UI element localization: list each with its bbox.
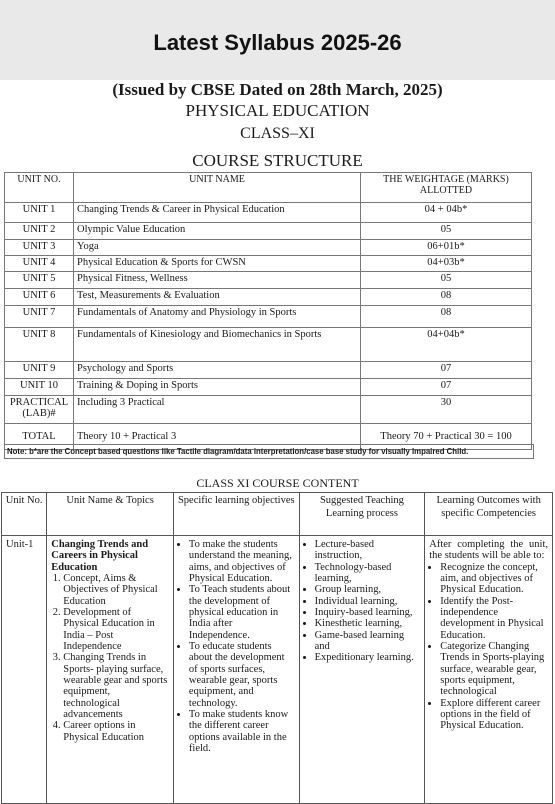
unit-name: Changing Trends & Career in Physical Education bbox=[74, 203, 361, 223]
outcomes-cell bbox=[425, 536, 553, 804]
list-item: • Expeditionary learning. bbox=[315, 652, 421, 663]
unit-no: UNIT 1 bbox=[5, 203, 74, 223]
total-label: TOTAL bbox=[5, 424, 74, 450]
unit-name: Physical Fitness, Wellness bbox=[74, 272, 361, 289]
table-row bbox=[5, 379, 532, 396]
list-item: 3. Changing Trends in Sports- playing surface, wearable gear and sports equipment, technological advancements bbox=[63, 652, 169, 720]
syllabus-banner bbox=[0, 0, 555, 80]
col-unit-no: UNIT NO. bbox=[5, 173, 74, 203]
unit-name: Fundamentals of Kinesiology and Biomechanics in Sports bbox=[74, 328, 361, 362]
table-row bbox=[5, 306, 532, 328]
teaching-cell bbox=[299, 536, 425, 804]
unit-weight: 05 bbox=[361, 272, 532, 289]
unit-weight: 08 bbox=[361, 289, 532, 306]
unit-no: Unit-1 bbox=[2, 536, 47, 804]
unit-name: Olympic Value Education bbox=[74, 223, 361, 240]
list-item: • Lecture-based instruction, bbox=[315, 539, 421, 562]
outcomes-intro: After completing the unit, the students will be able to: bbox=[429, 539, 548, 562]
list-item: • To make the students understand the meaning, aims, and objectives of Physical Education. bbox=[189, 539, 295, 584]
unit-no: PRACTICAL (LAB)# bbox=[5, 396, 74, 424]
list-item: • Recognize the concept, aim, and objectives of Physical Education. bbox=[440, 562, 548, 596]
banner-title: Latest Syllabus 2025-26 bbox=[153, 30, 402, 55]
course-content-title: CLASS XI COURSE CONTENT bbox=[196, 476, 359, 490]
list-item: • Game-based learning and bbox=[315, 630, 421, 653]
list-item: 4. Career options in Physical Education bbox=[63, 720, 169, 743]
unit-weight: 30 bbox=[361, 396, 532, 424]
list-item: • Identify the Post-independence development in Physical Education. bbox=[440, 596, 548, 641]
topic-list bbox=[51, 573, 169, 743]
col-teaching: Suggested Teaching Learning process bbox=[299, 493, 425, 536]
unit-weight: 04 + 04b* bbox=[361, 203, 532, 223]
list-item: • Group learning, bbox=[315, 584, 421, 595]
unit-no: UNIT 6 bbox=[5, 289, 74, 306]
unit-no: UNIT 2 bbox=[5, 223, 74, 240]
col-outcomes: Learning Outcomes with specific Competencies bbox=[425, 493, 553, 536]
table-row bbox=[5, 362, 532, 379]
table-row bbox=[5, 203, 532, 223]
unit-weight: 05 bbox=[361, 223, 532, 240]
unit-weight: 04+04b* bbox=[361, 328, 532, 362]
weightage-note: Note: b*are the Concept based questions like Tactile diagram/data interpretation/case base study for visually Impaired Child. bbox=[4, 444, 534, 459]
list-item: • Individual learning, bbox=[315, 596, 421, 607]
unit-weight: 07 bbox=[361, 379, 532, 396]
unit-name: Psychology and Sports bbox=[74, 362, 361, 379]
table-row bbox=[2, 536, 553, 804]
col-topics: Unit Name & Topics bbox=[47, 493, 174, 536]
table-row bbox=[5, 396, 532, 424]
list-item: • Categorize Changing Trends in Sports-playing surface, wearable gear, sports equipment, technological bbox=[440, 641, 548, 698]
unit-title: Changing Trends and Careers in Physical Education bbox=[51, 539, 149, 573]
course-content-table bbox=[1, 492, 553, 804]
issued-line: (Issued by CBSE Dated on 28th March, 2025) bbox=[112, 80, 443, 99]
unit-name: Physical Education & Sports for CWSN bbox=[74, 256, 361, 272]
table-row bbox=[5, 272, 532, 289]
unit-no: UNIT 5 bbox=[5, 272, 74, 289]
unit-name: Fundamentals of Anatomy and Physiology in Sports bbox=[74, 306, 361, 328]
list-item: • To make students know the different career options available in the field. bbox=[189, 709, 295, 754]
list-item: • To educate students about the development of sports surfaces, wearable gear, sports equipment, and technology. bbox=[189, 641, 295, 709]
unit-name: Including 3 Practical bbox=[74, 396, 361, 424]
unit-weight: 08 bbox=[361, 306, 532, 328]
objectives-cell bbox=[173, 536, 299, 804]
list-item: • To Teach students about the development of physical education in India after Independence. bbox=[189, 584, 295, 641]
unit-no: UNIT 8 bbox=[5, 328, 74, 362]
unit-no: UNIT 3 bbox=[5, 240, 74, 256]
unit-topics-cell bbox=[47, 536, 174, 804]
unit-weight: 06+01b* bbox=[361, 240, 532, 256]
table-row bbox=[5, 223, 532, 240]
list-item: • Inquiry-based learning, bbox=[315, 607, 421, 618]
col-objectives: Specific learning objectives bbox=[173, 493, 299, 536]
course-structure-table bbox=[4, 172, 532, 450]
unit-name: Yoga bbox=[74, 240, 361, 256]
table-row bbox=[5, 240, 532, 256]
total-weight: Theory 70 + Practical 30 = 100 bbox=[361, 424, 532, 450]
list-item: 1. Concept, Aims & Objectives of Physical Education bbox=[63, 573, 169, 607]
unit-name: Test, Measurements & Evaluation bbox=[74, 289, 361, 306]
table-row bbox=[5, 328, 532, 362]
unit-no: UNIT 9 bbox=[5, 362, 74, 379]
unit-no: UNIT 10 bbox=[5, 379, 74, 396]
unit-name: Training & Doping in Sports bbox=[74, 379, 361, 396]
unit-no: UNIT 4 bbox=[5, 256, 74, 272]
objective-list bbox=[178, 539, 295, 754]
col-unit-no: Unit No. bbox=[2, 493, 47, 536]
list-item: • Technology-based learning, bbox=[315, 562, 421, 585]
subject-title: PHYSICAL EDUCATION bbox=[185, 101, 370, 120]
outcome-list bbox=[429, 562, 548, 732]
col-unit-name: UNIT NAME bbox=[74, 173, 361, 203]
table-row bbox=[5, 289, 532, 306]
unit-weight: 07 bbox=[361, 362, 532, 379]
col-weightage: THE WEIGHTAGE (MARKS) ALLOTTED bbox=[361, 173, 532, 203]
table-row bbox=[5, 256, 532, 272]
teaching-list bbox=[304, 539, 421, 664]
course-structure-title: COURSE STRUCTURE bbox=[192, 151, 363, 170]
total-name: Theory 10 + Practical 3 bbox=[74, 424, 361, 450]
unit-weight: 04+03b* bbox=[361, 256, 532, 272]
class-title: CLASS–XI bbox=[240, 125, 315, 142]
list-item: 2. Development of Physical Education in India – Post Independence bbox=[63, 607, 169, 652]
list-item: • Kinesthetic learning, bbox=[315, 618, 421, 629]
list-item: • Explore different career options in the field of Physical Education. bbox=[440, 698, 548, 732]
unit-no: UNIT 7 bbox=[5, 306, 74, 328]
